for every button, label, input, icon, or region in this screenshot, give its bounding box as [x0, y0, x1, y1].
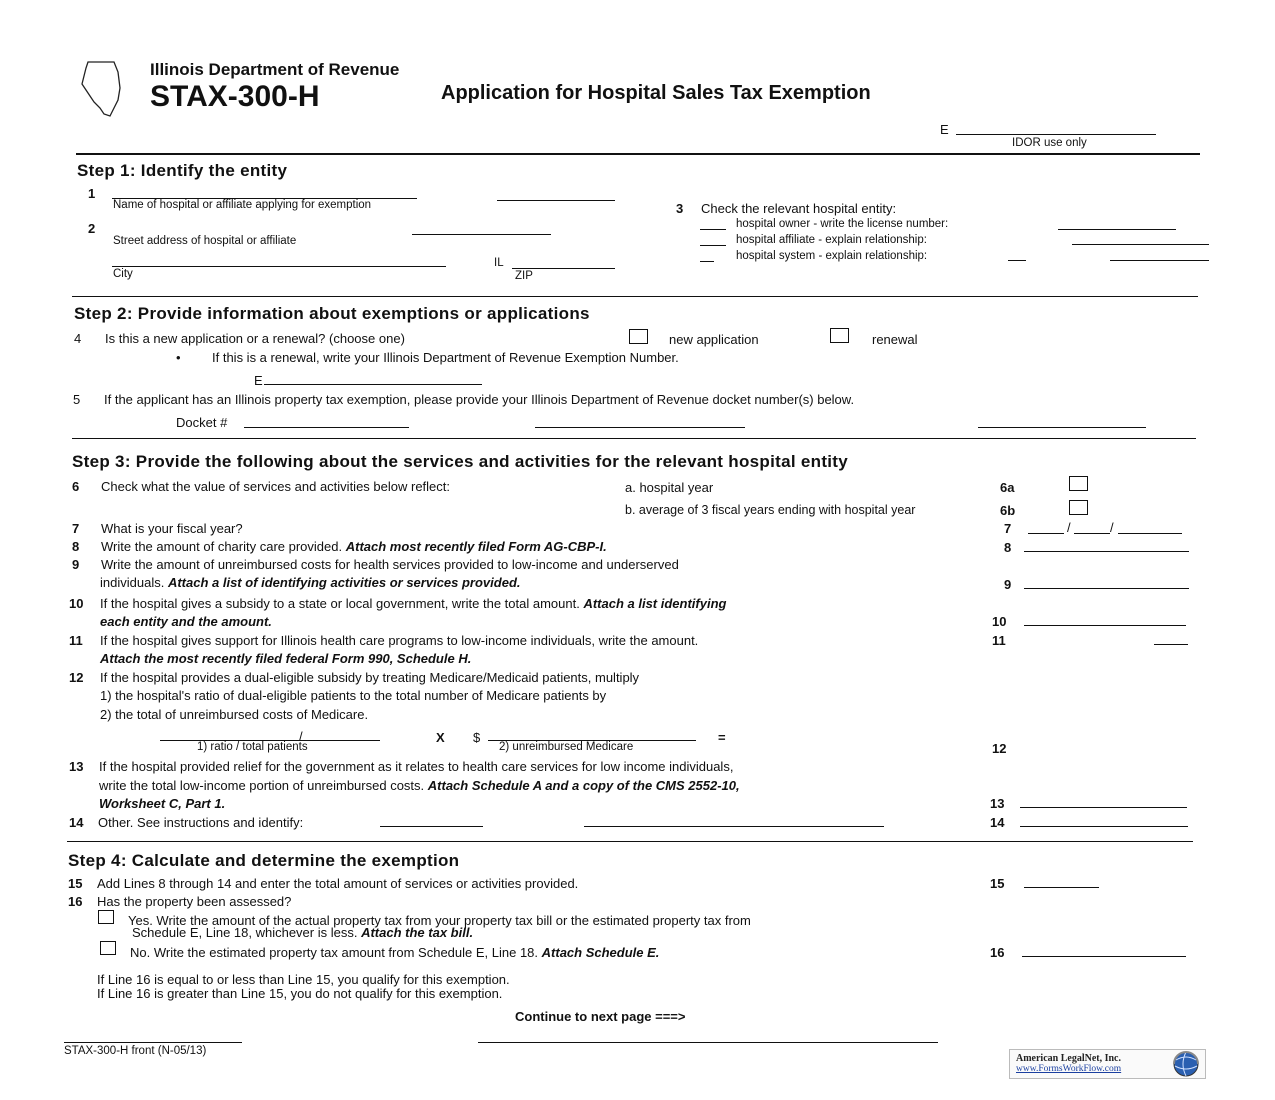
affiliate-check-line[interactable] — [700, 245, 726, 246]
renewal-checkbox[interactable] — [830, 328, 849, 343]
new-application-label: new application — [669, 332, 759, 347]
option-b-label: b. average of 3 fiscal years ending with hospital year — [625, 503, 916, 517]
unreimbursed-costs-field[interactable] — [1024, 588, 1189, 589]
hospital-name-field-ext[interactable] — [497, 200, 615, 201]
city-field[interactable] — [112, 266, 446, 267]
line11-ref: 11 — [992, 633, 1006, 648]
line3-label: Check the relevant hospital entity: — [701, 201, 897, 216]
line8-number: 8 — [72, 539, 80, 554]
line7-ref: 7 — [1004, 521, 1012, 536]
option-b-code: 6b — [1000, 503, 1016, 518]
line5-label: If the applicant has an Illinois property tax exemption, please provide your Illinois Department of Revenue docket number(s) below. — [104, 392, 855, 407]
no-attach: Attach Schedule E. — [541, 945, 660, 960]
publisher-name: American LegalNet, Inc. — [1016, 1053, 1121, 1064]
line11-number: 11 — [69, 633, 83, 648]
line10-ref: 10 — [992, 614, 1007, 629]
footer-divider-left — [64, 1042, 242, 1043]
line13-label-b — [99, 778, 740, 793]
other-amount-field[interactable] — [1020, 826, 1188, 827]
step1-title: Step 1: Identify the entity — [77, 161, 288, 180]
step1-divider — [72, 296, 1198, 297]
docket-field-2[interactable] — [535, 427, 745, 428]
fiscal-date-sep-1: / — [1067, 520, 1071, 535]
yes-text-b — [132, 925, 473, 940]
form-id: STAX-300-H — [150, 80, 320, 113]
docket-field-1[interactable] — [244, 427, 409, 428]
line9-label-a: Write the amount of unreimbursed costs for health services provided to low-income and underserved — [101, 557, 679, 572]
line1-label: Name of hospital or affiliate applying for exemption — [113, 199, 372, 211]
line10-label — [100, 596, 726, 611]
yes-attach: Attach the tax bill. — [361, 925, 474, 940]
equals-sign: = — [718, 730, 726, 745]
other-identify-field-2[interactable] — [584, 826, 884, 827]
affiliate-relationship-field[interactable] — [1072, 244, 1209, 245]
line15-ref: 15 — [990, 876, 1005, 891]
line13-number: 13 — [69, 759, 84, 774]
ratio-label: 1) ratio / total patients — [197, 741, 308, 753]
line12-label-b: 1) the hospital's ratio of dual-eligible patients to the total number of Medicare patients by — [100, 688, 607, 703]
continue-next-page: Continue to next page ===> — [515, 1009, 686, 1024]
idor-e-prefix: E — [940, 122, 949, 137]
line12-label-a: If the hospital provides a dual-eligible subsidy by treating Medicare/Medicaid patients, multiply — [100, 670, 640, 685]
line12-ref: 12 — [992, 741, 1007, 756]
line10-attach-a: Attach a list identifying — [583, 596, 727, 611]
renewal-note: If this is a renewal, write your Illinois Department of Revenue Exemption Number. — [212, 350, 679, 365]
system-check-line[interactable] — [700, 261, 714, 262]
line14-ref: 14 — [990, 815, 1005, 830]
license-number-field[interactable] — [1058, 229, 1176, 230]
line13-ref: 13 — [990, 796, 1005, 811]
option-6b-checkbox[interactable] — [1069, 500, 1088, 515]
dollar-sign: $ — [473, 730, 481, 745]
multiply-sign: X — [436, 730, 445, 745]
zip-label: ZIP — [515, 270, 533, 282]
fiscal-month-field[interactable] — [1028, 533, 1064, 534]
ratio-slash: / — [299, 729, 303, 744]
line10-text: If the hospital gives a subsidy to a state or local government, write the total amount. — [100, 596, 580, 611]
line9-attach: Attach a list of identifying activities or services provided. — [167, 575, 521, 590]
assessed-no-checkbox[interactable] — [100, 941, 116, 955]
health-programs-field[interactable] — [1154, 644, 1188, 645]
publisher-badge — [1009, 1049, 1206, 1079]
line10-number: 10 — [69, 596, 84, 611]
government-relief-field[interactable] — [1020, 807, 1187, 808]
new-application-checkbox[interactable] — [629, 329, 648, 344]
fiscal-day-field[interactable] — [1074, 533, 1110, 534]
government-subsidy-field[interactable] — [1024, 625, 1186, 626]
line10-attach-b: each entity and the amount. — [100, 614, 272, 629]
system-relationship-field-ext[interactable] — [1110, 260, 1209, 261]
line3-number: 3 — [676, 201, 684, 216]
line9-ref: 9 — [1004, 577, 1012, 592]
owner-check-line[interactable] — [700, 229, 726, 230]
exemption-number-field[interactable] — [264, 384, 482, 385]
no-text — [130, 945, 659, 960]
step2-divider — [72, 438, 1196, 439]
line9-label-b — [100, 575, 521, 590]
line13-label-a: If the hospital provided relief for the government as it relates to health care services for low income individuals, — [99, 759, 734, 774]
line13-attach-a: Attach Schedule A and a copy of the CMS 2552-10, — [427, 778, 740, 793]
option-hospital-owner: hospital owner - write the license number: — [736, 218, 949, 230]
line7-number: 7 — [72, 521, 80, 536]
line1-number: 1 — [88, 186, 96, 201]
line7-label: What is your fiscal year? — [101, 521, 243, 536]
yes-text-a: Yes. Write the amount of the actual property tax from your property tax bill or the estimated property tax from — [128, 913, 751, 928]
fiscal-year-field[interactable] — [1118, 533, 1182, 534]
line8-attach: Attach most recently filed Form AG-CBP-I. — [345, 539, 607, 554]
docket-field-3[interactable] — [978, 427, 1146, 428]
other-identify-field-1[interactable] — [380, 826, 483, 827]
renewal-bullet: • — [176, 350, 181, 365]
total-services-field[interactable] — [1024, 887, 1099, 888]
line15-label: Add Lines 8 through 14 and enter the total amount of services or activities provided. — [97, 876, 579, 891]
fiscal-date-sep-2: / — [1110, 520, 1114, 535]
line11-attach: Attach the most recently filed federal Form 990, Schedule H. — [100, 651, 472, 666]
step2-title: Step 2: Provide information about exemptions or applications — [74, 304, 590, 323]
assessed-yes-checkbox[interactable] — [98, 910, 114, 924]
line4-label: Is this a new application or a renewal? (choose one) — [105, 331, 405, 346]
line13-text-b: write the total low-income portion of unreimbursed costs. — [99, 778, 425, 793]
qualify-text: If Line 16 is equal to or less than Line 15, you qualify for this exemption. — [97, 972, 510, 987]
exemption-e-prefix: E — [254, 373, 263, 388]
department-name: Illinois Department of Revenue — [150, 60, 400, 79]
line15-number: 15 — [68, 876, 83, 891]
line14-number: 14 — [69, 815, 84, 830]
line8-ref: 8 — [1004, 540, 1012, 555]
line2-label: Street address of hospital or affiliate — [113, 235, 297, 247]
idor-use-only: IDOR use only — [1012, 137, 1087, 149]
line6-number: 6 — [72, 479, 80, 494]
not-qualify-text: If Line 16 is greater than Line 15, you do not qualify for this exemption. — [97, 986, 503, 1001]
option-6a-checkbox[interactable] — [1069, 476, 1088, 491]
option-hospital-affiliate: hospital affiliate - explain relationship: — [736, 234, 927, 246]
docket-label: Docket # — [176, 415, 228, 430]
header-divider — [76, 153, 1200, 155]
form-revision: STAX-300-H front (N-05/13) — [64, 1045, 207, 1057]
form-title: Application for Hospital Sales Tax Exemption — [441, 82, 871, 104]
line11-label: If the hospital gives support for Illinois health care programs to low-income individuals, write the amount. — [100, 633, 699, 648]
no-text-main: No. Write the estimated property tax amount from Schedule E, Line 18. — [130, 945, 539, 960]
line4-number: 4 — [74, 331, 82, 346]
unreimbursed-medicare-label: 2) unreimbursed Medicare — [499, 741, 634, 753]
line2-number: 2 — [88, 221, 96, 236]
option-hospital-system: hospital system - explain relationship: — [736, 250, 928, 262]
step3-title: Step 3: Provide the following about the services and activities for the relevant hospital entity — [72, 452, 849, 471]
footer-divider-right — [478, 1042, 938, 1043]
line12-number: 12 — [69, 670, 84, 685]
yes-text-b-main: Schedule E, Line 18, whichever is less. — [132, 925, 358, 940]
line14-label: Other. See instructions and identify: — [98, 815, 304, 830]
line9-number: 9 — [72, 557, 80, 572]
line8-text: Write the amount of charity care provided. — [101, 539, 343, 554]
option-a-label: a. hospital year — [625, 480, 714, 495]
step4-title: Step 4: Calculate and determine the exemption — [68, 851, 460, 870]
line12-label-c: 2) the total of unreimbursed costs of Medicare. — [100, 707, 369, 722]
idor-field[interactable] — [956, 134, 1156, 135]
line5-number: 5 — [73, 392, 81, 407]
option-a-code: 6a — [1000, 480, 1015, 495]
system-relationship-field[interactable] — [1008, 260, 1026, 261]
line6-label: Check what the value of services and activities below reflect: — [101, 479, 451, 494]
renewal-label: renewal — [872, 332, 918, 347]
globe-icon — [1170, 1050, 1202, 1078]
illinois-map-logo — [74, 58, 138, 120]
line13-attach-b: Worksheet C, Part 1. — [99, 796, 226, 811]
step3-divider — [67, 841, 1193, 842]
line8-label — [101, 539, 607, 554]
property-tax-field[interactable] — [1022, 956, 1186, 957]
zip-field[interactable] — [512, 268, 615, 269]
publisher-url[interactable]: www.FormsWorkFlow.com — [1016, 1064, 1122, 1074]
charity-care-field[interactable] — [1024, 551, 1189, 552]
city-label: City — [113, 268, 133, 280]
line16-number: 16 — [68, 894, 83, 909]
line16-label: Has the property been assessed? — [97, 894, 292, 909]
line16-ref: 16 — [990, 945, 1005, 960]
line9-text-b: individuals. — [100, 575, 165, 590]
street-address-field[interactable] — [412, 234, 551, 235]
state-label: IL — [494, 257, 504, 269]
